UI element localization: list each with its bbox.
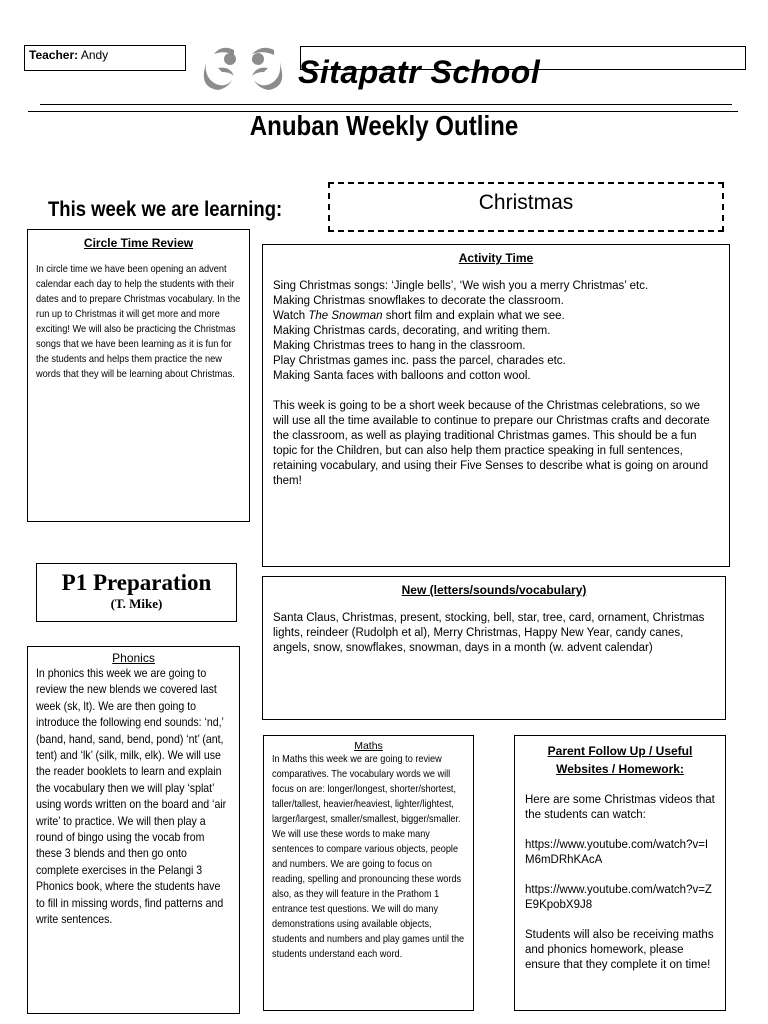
activity-paragraph: This week is going to be a short week because of the Christmas celebrations, so we will use all the time available to continue to prepare our Christmas crafts and decorate the classroom, as well as playing traditional Christmas games. This should be a fun topic for the Children, but can also help them practice speaking in full sentences, retaining vocabulary, and using their Five Senses to describe what is going on around them! [273,400,710,487]
vocabulary-title: New (letters/sounds/vocabulary) [401,583,587,597]
maths-section [263,735,474,1011]
activity-line: Sing Christmas songs: ‘Jingle bells’, ‘We wish you a merry Christmas’ etc. [273,280,649,292]
p1-preparation-heading [36,563,237,622]
maths-text: In Maths this week we are going to review comparatives. The vocabulary words we will focus on are: longer/longest, shorter/shortest, taller/tallest, heavier/heaviest, lighter/lightest, larger/largest, smaller/smallest, bigger/smaller. We will use these words to make many sentences to compare various objects, people and numbers. We are going to focus on reading, spelling and pronouncing these words also, as they will feature in the Prathom 1 entrance test questions. We will do many demonstrations using available objects, students and numbers and play games until the students understand each word. [272,754,465,960]
school-logo [200,44,286,96]
teacher-label: Teacher: [29,48,79,62]
watch-rest: short film and explain what we see. [385,310,565,322]
vocabulary-text: Santa Claus, Christmas, present, stocking, bell, star, tree, card, ornament, Christmas lights, reindeer (Rudolph et al), Merry Christmas, Happy New Year, candy canes, angels, snow, snowflakes, snowman, days in a month (w. advent calendar) [273,612,705,654]
header-divider-top [40,104,732,105]
parent-intro: Here are some Christmas videos that the students can watch: [525,794,715,821]
topic-field [328,182,724,232]
watch-prefix: Watch [273,310,306,322]
activity-section [262,244,730,567]
activity-line: Making Santa faces with balloons and cotton wool. [273,370,531,382]
parent-follow-up-section [514,735,726,1011]
phonics-section [27,646,240,1014]
activity-title: Activity Time [458,251,534,265]
phonics-text: In phonics this week we are going to review the new blends we covered last week (sk, lt). We are then going to introduce the following end sounds: ‘nd,’ (band, hand, sand, bend, pond) ‘nt’ (ant, tent) and ‘lk’ (silk, milk, elk). We will use the reader booklets to learn and explain the vocabulary then we will play ‘splat’ using words written on the board and ‘air write’ to practice. We will then play a round of bingo using the vocab from these 3 blends and then go onto complete exercises in the Pelangi 3 Phonics book, where the students have to fill in missing words, find patterns and write sentences. [36,666,227,927]
vocabulary-section [262,576,726,720]
learning-label: This week we are learning: [48,198,283,221]
homework-note: Students will also be receiving maths and phonics homework, please ensure that they complete it on time! [525,929,714,971]
parent-title: Parent Follow Up / Useful Websites / Homework: [547,744,693,776]
circle-time-title: Circle Time Review [83,236,194,250]
school-name: Sitapatr School [298,54,541,90]
circle-time-text: In circle time we have been opening an advent calendar each day to help the students with their dates and to prepare Christmas vocabulary. In the run up to Christmas it will get more and more exciting! We will also be practicing the Christmas songs that we have been learning as it is fun for the students and helps them practice the new words that they will be learning about Christmas. [36,263,241,380]
activity-line [273,309,719,324]
maths-title: Maths [354,740,383,752]
video-link-1[interactable]: https://www.youtube.com/watch?v=IM6mDRhKAcA [525,839,709,866]
circle-time-section [27,229,250,522]
film-title: The Snowman [308,310,383,322]
activity-line: Play Christmas games inc. pass the parcel, charades etc. [273,355,566,367]
activity-line: Making Christmas trees to hang in the classroom. [273,340,526,352]
activity-line: Making Christmas cards, decorating, and writing them. [273,325,551,337]
phonics-title: Phonics [112,651,155,665]
page-title: Anuban Weekly Outline [249,110,519,141]
topic-value: Christmas [478,191,574,214]
p1-subtitle: (T. Mike) [110,596,163,611]
teacher-field [24,45,186,71]
teacher-name: Andy [80,48,109,62]
video-link-2[interactable]: https://www.youtube.com/watch?v=ZE9KpobX9J8 [525,884,712,911]
activity-line: Making Christmas snowflakes to decorate the classroom. [273,295,564,307]
p1-title: P1 Preparation [61,570,212,595]
